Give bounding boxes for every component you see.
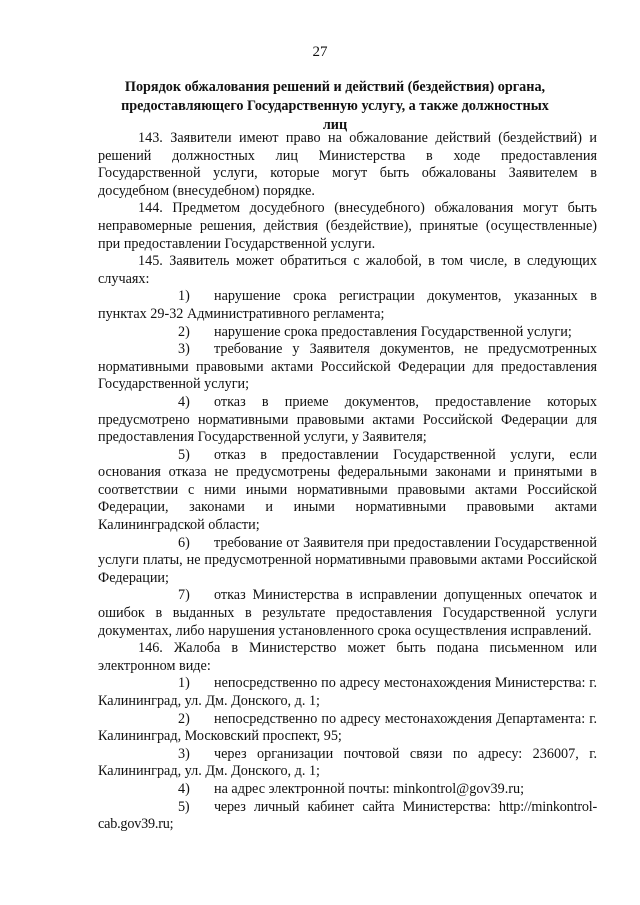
list-item (98, 324, 597, 342)
list-item (98, 288, 597, 323)
list-item-number: 4) (178, 393, 190, 410)
list-item-number: 5) (178, 446, 190, 463)
list-item-number: 3) (178, 341, 190, 358)
list-item-number: 2) (178, 323, 190, 340)
email-address-text: на адрес электронной почты: minkontrol@gov39.ru; (214, 780, 525, 797)
paragraph-145: 145. Заявитель может обратиться с жалобой, в том числе, в следующих случаях: (98, 253, 597, 287)
list-item (98, 535, 597, 588)
list-item-text: через организации почтовой связи по адресу: 236007, г. Калининград, ул. Дм. Донского, д. 1; (98, 745, 597, 780)
list-item (98, 675, 597, 710)
list-item-number: 5) (178, 798, 190, 815)
list-item-number: 3) (178, 745, 190, 762)
list-item-text: непосредственно по адресу местонахождения Департамента: г. Калининград, Московский проспект, 95; (98, 710, 597, 745)
section-heading: Порядок обжалования решений и действий (бездействия) органа, предоставляющего Государственную услугу, а также должностных лиц (121, 79, 549, 133)
paragraph-143: 143. Заявители имеют право на обжалование действий (бездействий) и решений должностных лиц Министерства в ходе предоставления Государственной услуги, которые могут быть обжалованы Заявителем в досудебном (внесудебном) порядке. (98, 130, 597, 199)
paragraph-144: 144. Предметом досудебного (внесудебного) обжалования могут быть неправомерные решения, действия (бездействие), принятые (осуществленные) при предоставлении Государственной услуги. (98, 200, 597, 252)
list-item-text: отказ Министерства в исправлении допущенных опечаток и ошибок в выданных в результате предоставления Государственной услуги документах, либо нарушения установленного срока осуществления исправлений. (98, 587, 597, 639)
list-item-text: непосредственно по адресу местонахождения Министерства: г. Калининград, ул. Дм. Донского, д. 1; (98, 675, 597, 709)
list-item-number: 1) (178, 675, 190, 692)
list-item (98, 447, 597, 535)
list-item-text: требование у Заявителя документов, не предусмотренных нормативными правовыми актами Российской Федерации для предоставления Государственной услуги; (98, 341, 597, 393)
list-item-text: нарушение срока предоставления Государственной услуги; (214, 323, 572, 340)
list-item (98, 799, 597, 834)
website-address-text: через личный кабинет сайта Министерства: http://minkontrol-cab.gov39.ru; (98, 798, 597, 833)
list-item-number: 2) (178, 710, 190, 727)
list-item (98, 587, 597, 640)
list-item-text: отказ в приеме документов, предоставление которых предусмотрено нормативными правовыми актами Российской Федерации для предоставления Государственной услуги, у Заявителя; (98, 393, 597, 446)
list-item-number: 7) (178, 587, 190, 604)
paragraph-146: 146. Жалоба в Министерство может быть подана письменном или электронном виде: (98, 640, 597, 674)
list-item-text: требование от Заявителя при предоставлении Государственной услуги платы, не предусмотренной нормативными правовыми актами Российской Федерации; (98, 534, 597, 586)
list-item (98, 781, 597, 799)
list-item (98, 341, 597, 394)
list-item-number: 4) (178, 780, 190, 797)
list-item-number: 6) (178, 534, 190, 551)
list-item-text: нарушение срока регистрации документов, указанных в пунктах 29-32 Административного регламента; (98, 288, 597, 322)
page-number: 27 (312, 44, 328, 60)
list-item-number: 1) (178, 288, 190, 305)
list-item (98, 746, 597, 781)
list-item-text: отказ в предоставлении Государственной услуги, если основания отказа не предусмотрены федеральными законами и принятыми в соответствии с ними иными нормативными правовыми актами Российской Федерации, законами и иными нормативными правовыми актами Калининградской области; (98, 446, 597, 534)
list-item (98, 711, 597, 746)
document-body (98, 130, 597, 834)
list-item (98, 394, 597, 447)
